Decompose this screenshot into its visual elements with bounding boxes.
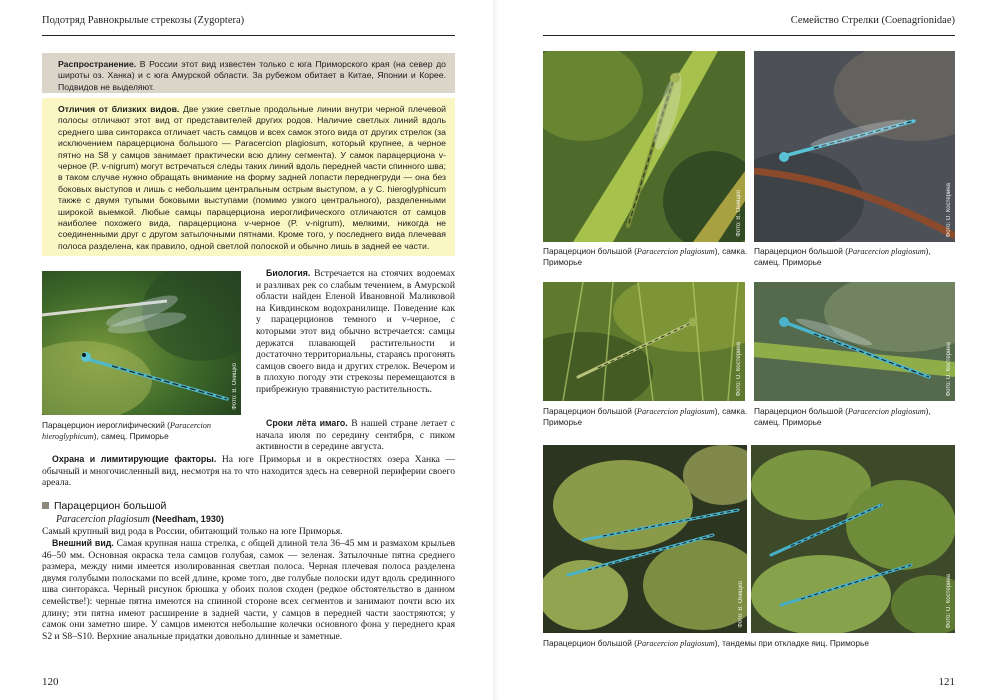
caption-common-name: Парацерцион большой (: [543, 246, 637, 256]
photo-credit: Фото: В. Онищко: [232, 363, 238, 410]
page-number-left: 120: [42, 676, 59, 688]
species-name: Парацерцион большой: [54, 500, 167, 512]
species-author: (Needham, 1930): [152, 514, 224, 524]
species-intro-text: Самый крупный вид рода в России, обитающий только на юге Приморья.: [42, 526, 343, 537]
photo-caption-3: [543, 406, 748, 428]
running-head-left: Подотряд Равнокрылые стрекозы (Zygoptera): [42, 15, 245, 26]
distribution-box: [42, 53, 455, 93]
right-page: [500, 0, 1001, 700]
distribution-text: В России этот вид известен только с юга Приморского края (на север до широты оз. Ханка) и с юга Амурской области. За рубежом обитает в Китае, Японии и Корее. Подвидов не выделяют.: [58, 59, 446, 92]
left-page: [0, 0, 490, 700]
differences-heading: Отличия от близких видов.: [58, 104, 180, 114]
section-square-icon: [42, 502, 49, 509]
caption-latin-name: Paracercion plagiosum: [636, 639, 715, 648]
biology-text: Встречается на стоячих водоемах и разливах рек со слабым течением, в Амурской области найден Еленой Ивановной Маликовой на Кивдинском водохранилище. Поведение как у парацерционов темного и v-черное, с которыми этот вид обычно встречается: самцы держатся плавающей растительности и достаточно территориальны, стараясь прогонять самцов своего вида и других стрелок. Вечером и в плохую погоду эти стрекозы перемещаются в прибрежную травянистую растительность.: [256, 268, 455, 395]
appearance-text: Самая крупная наша стрелка, с общей длиной тела 36–45 мм и размахом крыльев 46–50 мм. Основная окраска тела самцов голубая, самок — зеленая. Затылочные пятна среднего размера, между ними имеется изолированная светлая полоса. Черная плечевая полоса разделена двумя голубыми полосками по всей длине, кроме того, две голубые полоски идут вдоль срединного шва синторакса. Черный рисунок брюшка у обоих полов сходен (редкое обстоятельство в данном семействе!): черные пятна имеются на спинной стороне всех сегментов и занимают почти всю их длину; эти пятна имеют расширение в задней части, у самцов в передней части заостряются; у самок они заметно шире. У самцов имеются небольшие колечки основного фона у переднего края S2 и S8–S10. Верхние анальные придатки довольно длинные и заметные.: [42, 538, 455, 642]
differences-text: Две узкие светлые продольные линии внутри черной плечевой полосы отличают этот вид от представителей других родов. Наличие светлых линий вдоль среднего шва синторакса отличает часть самцов и всех самок этого вида от других стрелок (за исключением парацерциона большого — Paracercion plagiosum, который крупнее, а черное пятно на S8 у самцов занимает практически всю длину сегмента). У самок парацерциона v-черное (P. v-nigrum) могут встречаться следы таких линий вдоль передней части спинного шва; в таком случае нужно обращать внимание на форму задней лопасти переднегруди — она без боковых выступов и лишь с небольшим центральным острым выступом, а у C. hieroglyphicum также с двумя тупыми боковыми выступами (помимо узкого центрального), разделенными широкой выемкой. Любые самцы парацерциона иероглифического отличаются от самцов наиболее похожего вида, парацерциона v-черное (P. v-nigrum), мелкими, никогда не соединенными друг с другом затылочными пятнами. Кроме того, у последнего вида плечевая полоса разделена, как правило, одной светлой полоской и обычно лишь в задней ее части.: [58, 104, 447, 251]
distribution-heading: Распространение.: [58, 59, 137, 69]
caption-common-name: Парацерцион большой (: [543, 638, 637, 648]
photo-credit: Фото: О. Костерина: [946, 341, 952, 396]
photo-credit: Фото: О. Костерина: [946, 573, 952, 628]
photo-tandem-left: [543, 445, 747, 633]
photo-caption-hieroglyphicum: [42, 420, 241, 442]
caption-common-name: Парацерцион большой (: [754, 246, 848, 256]
species-intro: [42, 526, 455, 538]
biology-heading: Биология.: [266, 268, 311, 278]
appearance-paragraph: [42, 538, 455, 642]
caption-rest: ), самец. Приморье: [754, 406, 931, 427]
book-gutter: [493, 0, 499, 700]
caption-common-name: Парацерцион иероглифический (: [42, 420, 170, 430]
appearance-heading: Внешний вид.: [52, 538, 114, 548]
protection-text: На юге Приморья и в окрестностях озера Ханка — обычный и многочисленный вид, несмотря на то что находится здесь на северной периферии своего ареала.: [42, 454, 455, 489]
photo-caption-1: [543, 246, 748, 268]
photo-tandem-right: [751, 445, 955, 633]
protection-paragraph: [42, 454, 455, 489]
flight-paragraph: [256, 418, 455, 453]
caption-rest: ), самка. Приморье: [543, 406, 748, 427]
caption-common-name: Парацерцион большой (: [543, 406, 637, 416]
photo-hieroglyphicum-male: [42, 271, 241, 415]
caption-common-name: Парацерцион большой (: [754, 406, 848, 416]
caption-latin-name: Paracercion plagiosum: [847, 247, 926, 256]
photo-credit: Фото: О. Костерина: [946, 182, 952, 237]
flight-text: В нашей стране летает с начала июля по середину сентября, с пиком активности в середине августа.: [256, 418, 455, 453]
page-number-right: 121: [938, 676, 955, 688]
species-latin-name: Paracercion plagiosum: [56, 514, 150, 525]
species-heading: [42, 500, 166, 512]
species-latin-line: [56, 514, 224, 525]
photo-caption-2: [754, 246, 959, 268]
photo-credit: Фото: В. Онищко: [736, 190, 742, 237]
header-rule-left: [42, 35, 455, 36]
caption-latin-name: Paracercion plagiosum: [636, 407, 715, 416]
photo-plagiosum-female-1: [543, 51, 745, 242]
header-rule-right: [543, 35, 955, 36]
biology-paragraph: [256, 268, 455, 396]
photo-caption-4: [754, 406, 959, 428]
caption-latin-name: Paracercion plagiosum: [847, 407, 926, 416]
photo-plagiosum-female-2: [543, 282, 745, 401]
running-head-right: Семейство Стрелки (Coenagrionidae): [790, 15, 955, 26]
photo-credit: Фото: О. Костерина: [736, 341, 742, 396]
flight-heading: Сроки лёта имаго.: [266, 418, 348, 428]
protection-heading: Охрана и лимитирующие факторы.: [52, 454, 217, 464]
caption-latin-name: Paracercion plagiosum: [636, 247, 715, 256]
caption-rest: ), тандемы при откладке яиц. Приморье: [714, 638, 869, 648]
caption-rest: ), самец. Приморье: [754, 246, 931, 267]
caption-rest: ), самка. Приморье: [543, 246, 748, 267]
photo-credit: Фото: В. Онищко: [738, 581, 744, 628]
photo-plagiosum-male-2: [754, 282, 955, 401]
differences-box: [42, 98, 455, 256]
caption-rest: ), самец. Приморье: [93, 431, 169, 441]
photo-caption-tandems: [543, 638, 963, 649]
caption-latin-name: Paracercion hieroglyphicum: [42, 421, 212, 441]
photo-plagiosum-male-1: [754, 51, 955, 242]
